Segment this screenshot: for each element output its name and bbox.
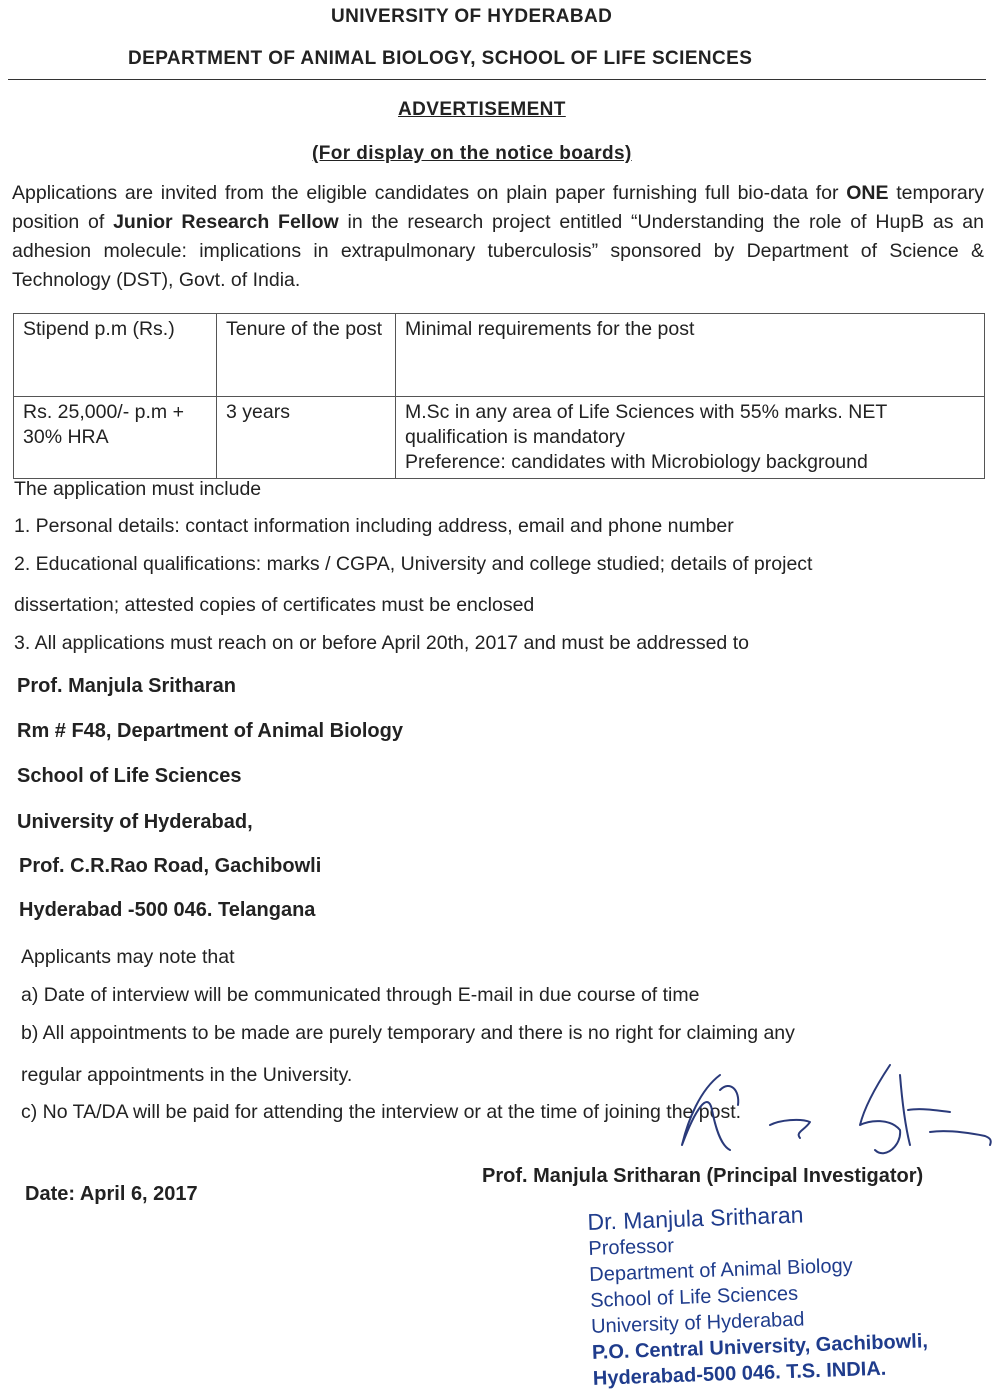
cell-tenure: 3 years — [217, 397, 396, 479]
table-header-row — [14, 314, 985, 397]
application-item-3: 3. All applications must reach on or before April 20th, 2017 and must be addressed to — [14, 632, 749, 654]
advertisement-subtitle: (For display on the notice boards) — [312, 143, 632, 164]
cell-requirements — [396, 397, 985, 479]
application-item-2b: dissertation; attested copies of certificates must be enclosed — [14, 594, 535, 616]
note-c: c) No TA/DA will be paid for attending the interview or at the time of joining the post. — [21, 1101, 742, 1123]
header-requirements: Minimal requirements for the post — [396, 314, 985, 397]
header-tenure: Tenure of the post — [217, 314, 396, 397]
intro-text-3: in the research project entitled “Understanding the role of HupB as an adhesion molecule: implications in extrapulmonary tuberculosis” sponsored by Department of Science & Technology (DST), Govt. of India. — [12, 211, 984, 291]
application-lead: The application must include — [14, 478, 262, 500]
stamp-po: P.O. Central University, Gachibowli, — [591, 1330, 929, 1364]
note-b-line-2: regular appointments in the University. — [21, 1064, 353, 1086]
advertisement-title: ADVERTISEMENT — [398, 99, 566, 120]
address-name: Prof. Manjula Sritharan — [17, 675, 236, 697]
note-b-line-1: b) All appointments to be made are purely temporary and there is no right for claiming any — [21, 1022, 795, 1044]
stamp-title: Professor — [588, 1234, 675, 1260]
stamp-school: School of Life Sciences — [589, 1282, 799, 1312]
header-divider — [8, 79, 986, 80]
application-item-1: 1. Personal details: contact information including address, email and phone number — [14, 515, 734, 537]
note-a: a) Date of interview will be communicated through E-mail in due course of time — [21, 984, 700, 1006]
stamp-name: Dr. Manjula Sritharan — [587, 1201, 804, 1235]
table-row — [14, 397, 985, 479]
intro-position: Junior Research Fellow — [113, 211, 339, 233]
stamp-department: Department of Animal Biology — [588, 1254, 854, 1286]
stamp-university: University of Hyderabad — [590, 1308, 805, 1338]
intro-text-1: Applications are invited from the eligible candidates on plain paper furnishing full bio-data for — [12, 182, 847, 204]
handwritten-signature — [660, 1050, 1000, 1180]
address-road: Prof. C.R.Rao Road, Gachibowli — [19, 855, 322, 877]
date-line: Date: April 6, 2017 — [25, 1183, 198, 1205]
signatory-line: Prof. Manjula Sritharan (Principal Investigator) — [482, 1165, 924, 1187]
address-school: School of Life Sciences — [17, 765, 242, 787]
stamp-city: Hyderabad-500 046. T.S. INDIA. — [592, 1357, 887, 1390]
requirements-table — [13, 313, 985, 479]
university-heading: UNIVERSITY OF HYDERABAD — [331, 6, 613, 27]
address-city: Hyderabad -500 046. Telangana — [19, 899, 316, 921]
address-room: Rm # F48, Department of Animal Biology — [17, 720, 403, 742]
requirement-line-1: M.Sc in any area of Life Sciences with 55% marks. NET qualification is mandatory — [405, 401, 887, 448]
cell-stipend: Rs. 25,000/- p.m + 30% HRA — [14, 397, 217, 479]
intro-count: ONE — [846, 182, 889, 204]
intro-paragraph — [12, 179, 984, 295]
notes-lead: Applicants may note that — [21, 946, 235, 968]
official-stamp — [587, 1196, 929, 1392]
application-item-2a: 2. Educational qualifications: marks / CGPA, University and college studied; details of project — [14, 553, 813, 575]
department-heading: DEPARTMENT OF ANIMAL BIOLOGY, SCHOOL OF LIFE SCIENCES — [128, 48, 753, 69]
header-stipend: Stipend p.m (Rs.) — [14, 314, 217, 397]
requirement-line-2: Preference: candidates with Microbiology background — [405, 451, 868, 473]
intro-text-2: temporary position of — [12, 182, 984, 233]
address-university: University of Hyderabad, — [17, 811, 253, 833]
